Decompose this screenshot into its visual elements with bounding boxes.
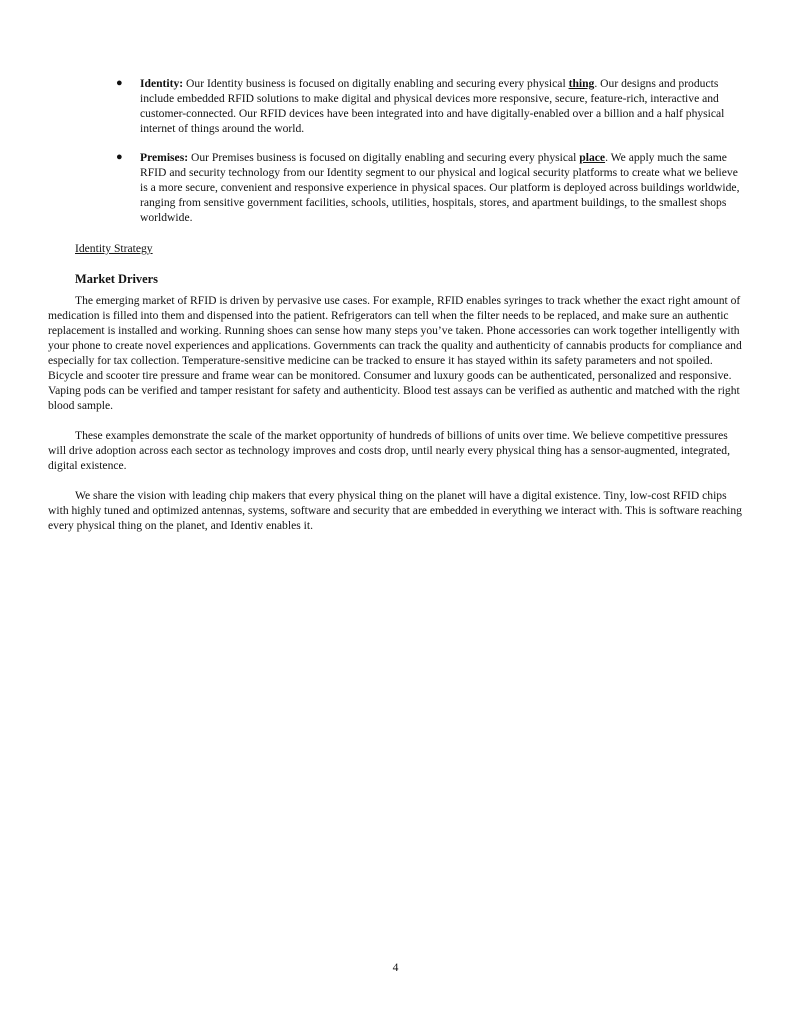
- body-text: [48, 293, 746, 548]
- bullet-text-lead: Our Identity business is focused on digitally enabling and securing every physical: [183, 77, 569, 90]
- paragraph: The emerging market of RFID is driven by pervasive use cases. For example, RFID enables syringes to track whether the exact right amount of medication is filled into them and dispensed into the patient. Refrigerators can tell when the filter needs to be replaced, and make sure an authentic replacement is installed and working. Running shoes can sense how many steps you’ve taken. Phone accessories can work together intelligently with your phone to create novel experiences and applications. Governments can track the quality and authenticity of cannabis products for compliance and especially for tax collection. Temperature-sensitive medicine can be tracked to ensure it has stayed within its safety parameters and not spoiled. Bicycle and scooter tire pressure and frame wear can be monitored. Consumer and luxury goods can be authenticated, personalized and responsive. Vaping pods can be verified and tamper resistant for safety and authenticity. Blood test assays can be verified as authentic and matched with the right blood sample.: [48, 294, 742, 412]
- section-heading: Identity Strategy: [75, 242, 153, 255]
- bullet-identity: [116, 76, 744, 136]
- bullet-text-rest: . We apply much the same RFID and security technology from our Identity segment to our physical and logical security platforms to create what we believe is a more secure, convenient and responsive experience in physical spaces. Our platform is deployed across buildings worldwide, ranging from sensitive government facilities, schools, utilities, hospitals, stores, and apartment buildings, to the smallest shops worldwide.: [140, 151, 740, 224]
- segment-bullet-list: [116, 76, 744, 239]
- subheading: Market Drivers: [75, 272, 158, 286]
- bullet-emphasis: place: [579, 151, 606, 164]
- bullet-text-lead: Our Premises business is focused on digitally enabling and securing every physical: [188, 151, 580, 164]
- bullet-title: Identity:: [140, 77, 184, 90]
- page-number: 4: [392, 961, 399, 974]
- bullet-premises: [116, 150, 744, 225]
- bullet-text-rest: . Our designs and products include embedded RFID solutions to make digital and physical devices more responsive, secure, feature-rich, interactive and customer-connected. Our RFID devices have been integrated into and have digitally-enabled over a billion and a half physical internet of things around the world.: [140, 77, 725, 135]
- bullet-emphasis: thing: [568, 77, 595, 90]
- paragraph: We share the vision with leading chip makers that every physical thing on the planet will have a digital existence. Tiny, low-cost RFID chips with highly tuned and optimized antennas, systems, software and security that are embedded in everything we interact with. This is software reaching every physical thing on the planet, and Identiv enables it.: [48, 489, 742, 532]
- bullet-title: Premises:: [140, 151, 189, 164]
- bullet-dot-icon: ●: [116, 151, 123, 163]
- paragraph: These examples demonstrate the scale of the market opportunity of hundreds of billions of units over time. We believe competitive pressures will drive adoption across each sector as technology improves and costs drop, until nearly every physical thing has a sensor-augmented, integrated, digital existence.: [48, 429, 730, 472]
- bullet-dot-icon: ●: [116, 77, 123, 89]
